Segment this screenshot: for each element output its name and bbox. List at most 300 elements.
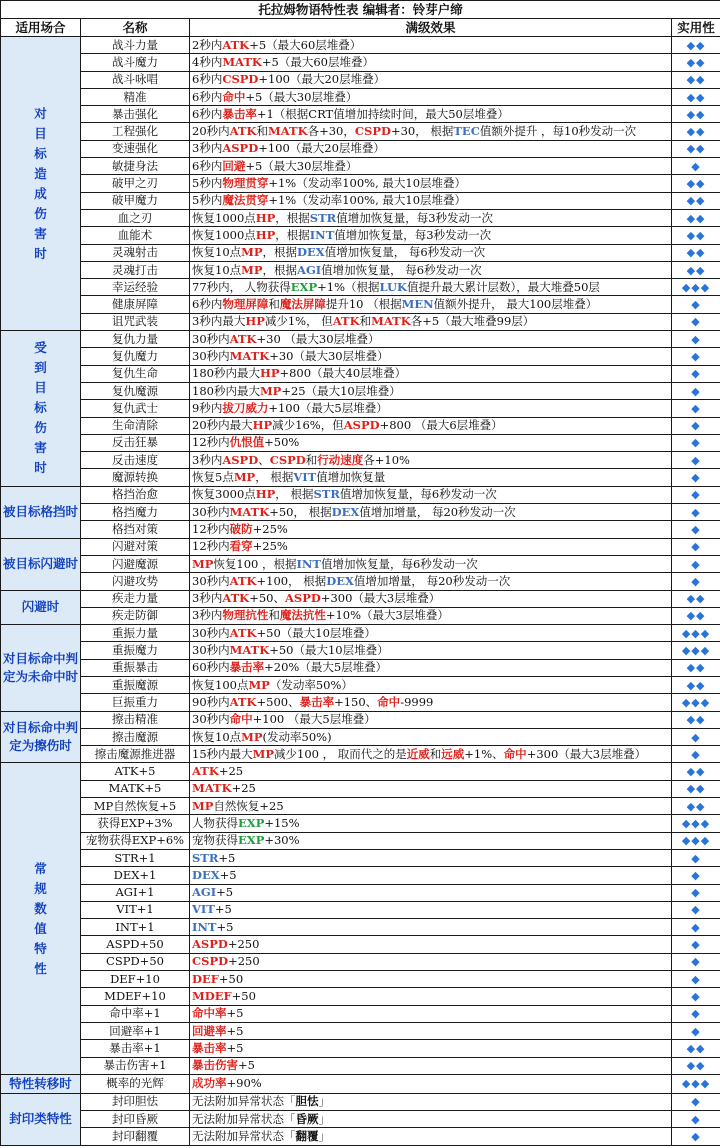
- effect-text: 减少1%， 但: [264, 314, 333, 329]
- table-row: [1, 504, 720, 521]
- stat-keyword: MP: [241, 262, 263, 277]
- table-row: [1, 175, 720, 192]
- trait-effect: [190, 400, 672, 417]
- stat-keyword: 成功率: [192, 1076, 227, 1091]
- group-label: [1, 763, 81, 1074]
- stat-keyword: 命中: [222, 89, 246, 104]
- usefulness-rating: ◆◆: [672, 1057, 720, 1074]
- effect-text: +500、: [256, 694, 300, 709]
- stat-keyword: 魔法屏障: [279, 297, 326, 312]
- effect-text: 恢复100点: [192, 677, 249, 692]
- effect-text: +100（最大5层堆叠）: [268, 400, 388, 415]
- effect-text: +50%: [264, 435, 300, 450]
- table-row: [1, 694, 720, 711]
- page-title: 托拉姆物语特性表 编辑者：铃芽户缔: [1, 1, 720, 19]
- stat-keyword: ASPD: [284, 591, 321, 606]
- trait-effect: [190, 209, 672, 226]
- trait-effect: [190, 1093, 672, 1110]
- effect-text: 和: [359, 314, 372, 329]
- usefulness-rating: ◆◆: [672, 763, 720, 780]
- stat-keyword: MP: [241, 729, 263, 744]
- trait-name: 封印胆怯: [81, 1093, 190, 1110]
- stat-keyword: MP: [192, 556, 214, 571]
- trait-effect: [190, 192, 672, 209]
- table-row: [1, 1111, 720, 1128]
- table-row: [1, 434, 720, 451]
- effect-text: 9秒内: [192, 400, 223, 415]
- table-row: [1, 1022, 720, 1039]
- effect-text: 6秒内: [192, 297, 223, 312]
- trait-name: 重振暴击: [81, 659, 190, 676]
- trait-effect: [190, 919, 672, 936]
- stat-keyword: DEX: [297, 245, 325, 260]
- effect-text: 恢复1000点: [192, 210, 256, 225]
- usefulness-rating: ◆: [672, 953, 720, 970]
- trait-name: 封印昏厥: [81, 1111, 190, 1128]
- effect-text: 5秒内: [192, 193, 223, 208]
- usefulness-rating: ◆◆◆: [672, 625, 720, 642]
- stat-keyword: VIT: [293, 470, 317, 485]
- stat-keyword: 物理贯穿: [222, 176, 269, 191]
- effect-text: 6秒内: [192, 72, 223, 87]
- effect-text: 、: [258, 452, 270, 467]
- effect-text: +250: [228, 954, 260, 969]
- trait-name: 获得EXP+3%: [81, 815, 190, 832]
- table-row: [1, 331, 720, 348]
- stat-keyword: HP: [255, 487, 276, 502]
- effect-text: +50、: [249, 591, 285, 606]
- table-row: [1, 209, 720, 226]
- usefulness-rating: ◆: [672, 1093, 720, 1110]
- effect-text: ， 根据: [255, 470, 294, 485]
- table-row: [1, 192, 720, 209]
- stat-keyword: ATK: [229, 625, 257, 640]
- effect-text: +5（最大30层堆叠）: [245, 158, 358, 173]
- stat-keyword: 命中: [503, 746, 527, 761]
- trait-name: 复仇武士: [81, 400, 190, 417]
- effect-text: 180秒内最大: [192, 366, 260, 381]
- usefulness-rating: ◆: [672, 728, 720, 745]
- usefulness-rating: ◆◆: [672, 37, 720, 54]
- trait-effect: [190, 1128, 672, 1145]
- effect-text: 30秒内: [192, 643, 230, 658]
- stat-keyword: CSPD: [269, 452, 306, 467]
- table-row: [1, 798, 720, 815]
- trait-effect: [190, 625, 672, 642]
- trait-effect: [190, 867, 672, 884]
- group-label-text: 常规数值特性: [34, 860, 47, 976]
- table-row: [1, 54, 720, 71]
- table-row: [1, 140, 720, 157]
- trait-name: 复仇魔源: [81, 382, 190, 399]
- stat-keyword: 破防: [229, 521, 253, 536]
- trait-name: 血能术: [81, 227, 190, 244]
- effect-text: +5: [214, 902, 232, 917]
- table-row: [1, 676, 720, 693]
- effect-text: +5（最大30层堆叠）: [245, 89, 358, 104]
- trait-effect: [190, 832, 672, 849]
- trait-name: 重振力量: [81, 625, 190, 642]
- stat-keyword: ATK: [192, 764, 219, 779]
- stat-keyword: ATK: [229, 331, 257, 346]
- trait-effect: [190, 1074, 672, 1093]
- table-row: [1, 1057, 720, 1074]
- stat-keyword: 暴击率: [222, 106, 257, 121]
- table-row: [1, 849, 720, 866]
- trait-effect: [190, 106, 672, 123]
- stat-keyword: MATK: [371, 314, 411, 329]
- group-label-text: 封印类特性: [9, 1111, 72, 1127]
- group-label: [1, 486, 81, 538]
- usefulness-rating: ◆◆: [672, 175, 720, 192]
- trait-name: 幸运经验: [81, 279, 190, 296]
- usefulness-rating: ◆◆: [672, 192, 720, 209]
- stat-keyword: EXP: [238, 833, 265, 848]
- table-row: [1, 884, 720, 901]
- usefulness-rating: ◆: [672, 365, 720, 382]
- effect-text: +100（最大20层堆叠）: [258, 72, 386, 87]
- stat-keyword: MATK: [268, 124, 308, 139]
- effect-text: +300（最大3层堆叠）: [526, 746, 647, 761]
- stat-keyword: MATK: [229, 504, 270, 519]
- effect-text: 12秒内: [192, 521, 230, 536]
- effect-text: 和: [429, 746, 442, 761]
- table-row: [1, 590, 720, 607]
- trait-name: 战斗咏唱: [81, 71, 190, 88]
- effect-text: 20秒内: [192, 124, 230, 139]
- trait-effect: [190, 71, 672, 88]
- stat-keyword: EXP: [238, 816, 265, 830]
- usefulness-rating: ◆: [672, 1022, 720, 1039]
- stat-keyword: 命中: [229, 712, 253, 727]
- effect-text: 」: [318, 1111, 330, 1126]
- usefulness-rating: ◆: [672, 469, 720, 486]
- usefulness-rating: ◆◆: [672, 123, 720, 140]
- stat-keyword: INT: [192, 919, 217, 934]
- stat-keyword: ATK: [222, 591, 250, 606]
- trait-effect: [190, 573, 672, 590]
- group-label: [1, 538, 81, 590]
- stat-keyword: MATK: [222, 54, 262, 69]
- table-row: [1, 780, 720, 797]
- effect-text: 人物获得: [192, 816, 238, 830]
- effect-text: +5: [216, 885, 234, 900]
- usefulness-rating: ◆: [672, 746, 720, 763]
- table-row: [1, 313, 720, 330]
- effect-text: +25: [231, 781, 256, 796]
- trait-name: 格挡治愈: [81, 486, 190, 503]
- trait-effect: [190, 1040, 672, 1057]
- usefulness-rating: ◆◆◆: [672, 832, 720, 849]
- effect-text: 和: [268, 608, 280, 623]
- effect-text: 值增加增量， 每20秒发动一次: [353, 573, 511, 588]
- trait-name: 宠物获得EXP+6%: [81, 832, 190, 849]
- effect-text: 30秒内: [192, 331, 230, 346]
- trait-name: 工程强化: [81, 123, 190, 140]
- stat-keyword: MP: [252, 746, 275, 761]
- trait-name: 闪避攻势: [81, 573, 190, 590]
- trait-effect: [190, 296, 672, 313]
- trait-effect: [190, 884, 672, 901]
- effect-text: 和: [268, 297, 280, 312]
- trait-name: AGI+1: [81, 884, 190, 901]
- table-row: [1, 607, 720, 624]
- trait-name: 闪避对策: [81, 538, 190, 555]
- stat-keyword: CSPD: [192, 954, 229, 969]
- stat-keyword: 近威: [406, 746, 430, 761]
- effect-text: 无法附加异常状态「: [192, 1094, 296, 1109]
- stat-keyword: 暴击率: [229, 660, 265, 675]
- stat-keyword: 行动速度: [317, 452, 364, 467]
- stat-keyword: 物理屏障: [222, 297, 269, 312]
- usefulness-rating: ◆◆: [672, 798, 720, 815]
- trait-effect: [190, 140, 672, 157]
- usefulness-rating: ◆: [672, 296, 720, 313]
- stat-keyword: HP: [255, 227, 276, 242]
- effect-text: +50， 根据: [269, 504, 332, 519]
- usefulness-rating: ◆: [672, 521, 720, 538]
- trait-name: 回避率+1: [81, 1022, 190, 1039]
- group-label: [1, 37, 81, 331]
- stat-keyword: AGI: [297, 262, 322, 277]
- trait-name: 闪避魔源: [81, 555, 190, 572]
- usefulness-rating: ◆◆: [672, 88, 720, 105]
- table-row: [1, 953, 720, 970]
- stat-keyword: DEX: [326, 573, 354, 588]
- stat-keyword: 暴击率: [192, 1040, 227, 1055]
- stat-keyword: DEX: [331, 504, 360, 519]
- effect-text: 12秒内: [192, 435, 230, 450]
- effect-text: +100（最大20层堆叠）: [258, 141, 385, 156]
- trait-effect: [190, 504, 672, 521]
- table-row: [1, 1093, 720, 1110]
- effect-text: +5: [238, 1058, 255, 1073]
- table-row: [1, 400, 720, 417]
- effect-text: 30秒内: [192, 573, 230, 588]
- effect-text: -9999: [400, 694, 434, 709]
- stat-keyword: DEX: [192, 867, 220, 882]
- effect-text: 4秒内: [192, 54, 223, 69]
- usefulness-rating: ◆: [672, 400, 720, 417]
- effect-text: 恢复10点: [192, 262, 242, 277]
- trait-effect: [190, 54, 672, 71]
- trait-name: 战斗魔力: [81, 54, 190, 71]
- effect-text: 15秒内最大: [192, 746, 253, 761]
- stat-keyword: 魔法抗性: [279, 608, 326, 623]
- effect-text: 恢复10点: [192, 729, 242, 744]
- effect-text: 6秒内: [192, 158, 223, 173]
- stat-keyword: 翻覆: [295, 1129, 319, 1144]
- stat-keyword: EXP: [290, 279, 318, 294]
- usefulness-rating: ◆: [672, 158, 720, 175]
- group-label-text: 被目标闪避时: [3, 556, 79, 572]
- header-scene: 适用场合: [1, 19, 81, 37]
- effect-text: +5（最大60层堆叠）: [249, 37, 362, 52]
- effect-text: +25: [218, 764, 244, 779]
- trait-name: 反击速度: [81, 452, 190, 469]
- usefulness-rating: ◆◆: [672, 209, 720, 226]
- effect-text: 3秒内: [192, 452, 223, 467]
- effect-text: 恢复100 ，根据: [213, 556, 297, 571]
- effect-text: 和: [305, 452, 318, 467]
- usefulness-rating: ◆: [672, 884, 720, 901]
- trait-effect: [190, 158, 672, 175]
- table-row: [1, 815, 720, 832]
- usefulness-rating: ◆: [672, 486, 720, 503]
- usefulness-rating: ◆: [672, 555, 720, 572]
- effect-text: 值增加恢复量，每6秒发动一次: [320, 556, 478, 571]
- effect-text: +5: [216, 919, 234, 934]
- stat-keyword: MATK: [229, 348, 270, 363]
- trait-name: 巨振重力: [81, 694, 190, 711]
- usefulness-rating: ◆: [672, 1128, 720, 1145]
- table-row: [1, 469, 720, 486]
- trait-effect: [190, 728, 672, 745]
- trait-name: 反击狂暴: [81, 434, 190, 451]
- effect-text: +10%（最大3层堆叠）: [325, 608, 449, 623]
- effect-text: +50: [218, 971, 244, 986]
- usefulness-rating: ◆◆: [672, 780, 720, 797]
- trait-name: 概率的光辉: [81, 1074, 190, 1093]
- table-row: [1, 555, 720, 572]
- effect-text: 值增加增量， 每20秒发动一次: [359, 504, 516, 519]
- table-row: [1, 365, 720, 382]
- table-row: [1, 625, 720, 642]
- table-row: [1, 728, 720, 745]
- stat-keyword: ASPD: [343, 418, 380, 433]
- stat-keyword: 远威: [441, 746, 465, 761]
- trait-effect: [190, 1057, 672, 1074]
- group-label-text: 对目标命中判定为擦伤时: [3, 720, 79, 754]
- effect-text: +25%: [252, 521, 288, 536]
- trait-effect: [190, 901, 672, 918]
- table-row: [1, 244, 720, 261]
- effect-text: +1%（根据: [317, 279, 380, 294]
- stat-keyword: INT: [309, 227, 335, 242]
- trait-effect: [190, 1022, 672, 1039]
- usefulness-rating: ◆◆: [672, 71, 720, 88]
- trait-name: 封印翻覆: [81, 1128, 190, 1145]
- trait-effect: [190, 417, 672, 434]
- effect-text: 值增加恢复量，每3秒发动一次: [334, 227, 492, 242]
- stat-keyword: ASPD: [222, 452, 259, 467]
- effect-text: 值提升最大累计层数），最大堆叠50层: [407, 279, 600, 294]
- trait-effect: [190, 815, 672, 832]
- stat-keyword: CSPD: [354, 124, 391, 139]
- trait-name: VIT+1: [81, 901, 190, 918]
- trait-name: 精准: [81, 88, 190, 105]
- effect-text: +100 （最大5层堆叠）: [252, 712, 376, 727]
- table-row: [1, 936, 720, 953]
- effect-text: 恢复5点: [192, 470, 234, 485]
- trait-name: 重振魔力: [81, 642, 190, 659]
- trait-effect: [190, 763, 672, 780]
- trait-effect: [190, 971, 672, 988]
- usefulness-rating: ◆◆◆: [672, 642, 720, 659]
- usefulness-rating: ◆◆: [672, 659, 720, 676]
- effect-text: 60秒内: [192, 660, 230, 675]
- effect-text: ，根据: [275, 227, 310, 242]
- table-row: [1, 711, 720, 728]
- trait-name: 血之刃: [81, 209, 190, 226]
- usefulness-rating: ◆: [672, 538, 720, 555]
- trait-name: INT+1: [81, 919, 190, 936]
- effect-text: +800 （最大6层堆叠）: [379, 418, 503, 433]
- effect-text: 90秒内: [192, 694, 230, 709]
- group-label: [1, 1093, 81, 1145]
- stat-keyword: MATK: [192, 781, 232, 796]
- effect-text: +30， 根据: [390, 124, 454, 139]
- effect-text: 」: [318, 1129, 330, 1144]
- table-row: [1, 296, 720, 313]
- table-row: [1, 867, 720, 884]
- effect-text: 值额外提升 ，每10秒发动一次: [479, 124, 637, 139]
- effect-text: 5秒内: [192, 176, 223, 191]
- trait-name: ATK+5: [81, 763, 190, 780]
- trait-effect: [190, 746, 672, 763]
- effect-text: 6秒内: [192, 89, 223, 104]
- trait-name: 疾走力量: [81, 590, 190, 607]
- stat-keyword: 仇恨值: [229, 435, 265, 450]
- usefulness-rating: ◆◆: [672, 590, 720, 607]
- stat-keyword: 物理抗性: [222, 608, 269, 623]
- trait-effect: [190, 313, 672, 330]
- stat-keyword: 暴击伤害: [192, 1058, 238, 1073]
- table-row: [1, 279, 720, 296]
- trait-name: DEX+1: [81, 867, 190, 884]
- usefulness-rating: ◆◆: [672, 607, 720, 624]
- usefulness-rating: ◆: [672, 573, 720, 590]
- header-name: 名称: [81, 19, 190, 37]
- effect-text: 恢复3000点: [192, 487, 256, 502]
- trait-name: 复仇生命: [81, 365, 190, 382]
- usefulness-rating: ◆: [672, 867, 720, 884]
- effect-text: ， 根据: [275, 487, 314, 502]
- trait-effect: [190, 123, 672, 140]
- table-row: [1, 382, 720, 399]
- stat-keyword: HP: [252, 418, 273, 433]
- effect-text: +50: [231, 988, 256, 1003]
- effect-text: +15%: [264, 816, 300, 830]
- usefulness-rating: ◆: [672, 988, 720, 1005]
- table-row: [1, 158, 720, 175]
- stat-keyword: HP: [245, 314, 265, 329]
- stat-keyword: MP: [241, 245, 263, 260]
- trait-effect: [190, 642, 672, 659]
- trait-name: MDEF+10: [81, 988, 190, 1005]
- effect-text: 值增加恢复量，每3秒发动一次: [336, 210, 494, 225]
- group-label: [1, 625, 81, 711]
- header-row: [1, 19, 720, 37]
- usefulness-rating: ◆◆: [672, 261, 720, 278]
- usefulness-rating: ◆: [672, 348, 720, 365]
- effect-text: +30 （最大30层堆叠）: [256, 331, 380, 346]
- effect-text: 3秒内: [192, 608, 223, 623]
- effect-text: 3秒内: [192, 141, 223, 156]
- table-row: [1, 1005, 720, 1022]
- effect-text: 减少16%，但: [272, 418, 344, 433]
- effect-text: 各+30，: [307, 124, 355, 139]
- trait-name: MP自然恢复+5: [81, 798, 190, 815]
- usefulness-rating: ◆◆: [672, 54, 720, 71]
- stat-keyword: AGI: [192, 885, 217, 900]
- stat-keyword: 胆怯: [295, 1094, 319, 1109]
- table-row: [1, 521, 720, 538]
- effect-text: 30秒内: [192, 712, 230, 727]
- trait-effect: [190, 175, 672, 192]
- group-label-text: 受到目标伤害时: [34, 340, 47, 476]
- effect-text: 无法附加异常状态「: [192, 1129, 296, 1144]
